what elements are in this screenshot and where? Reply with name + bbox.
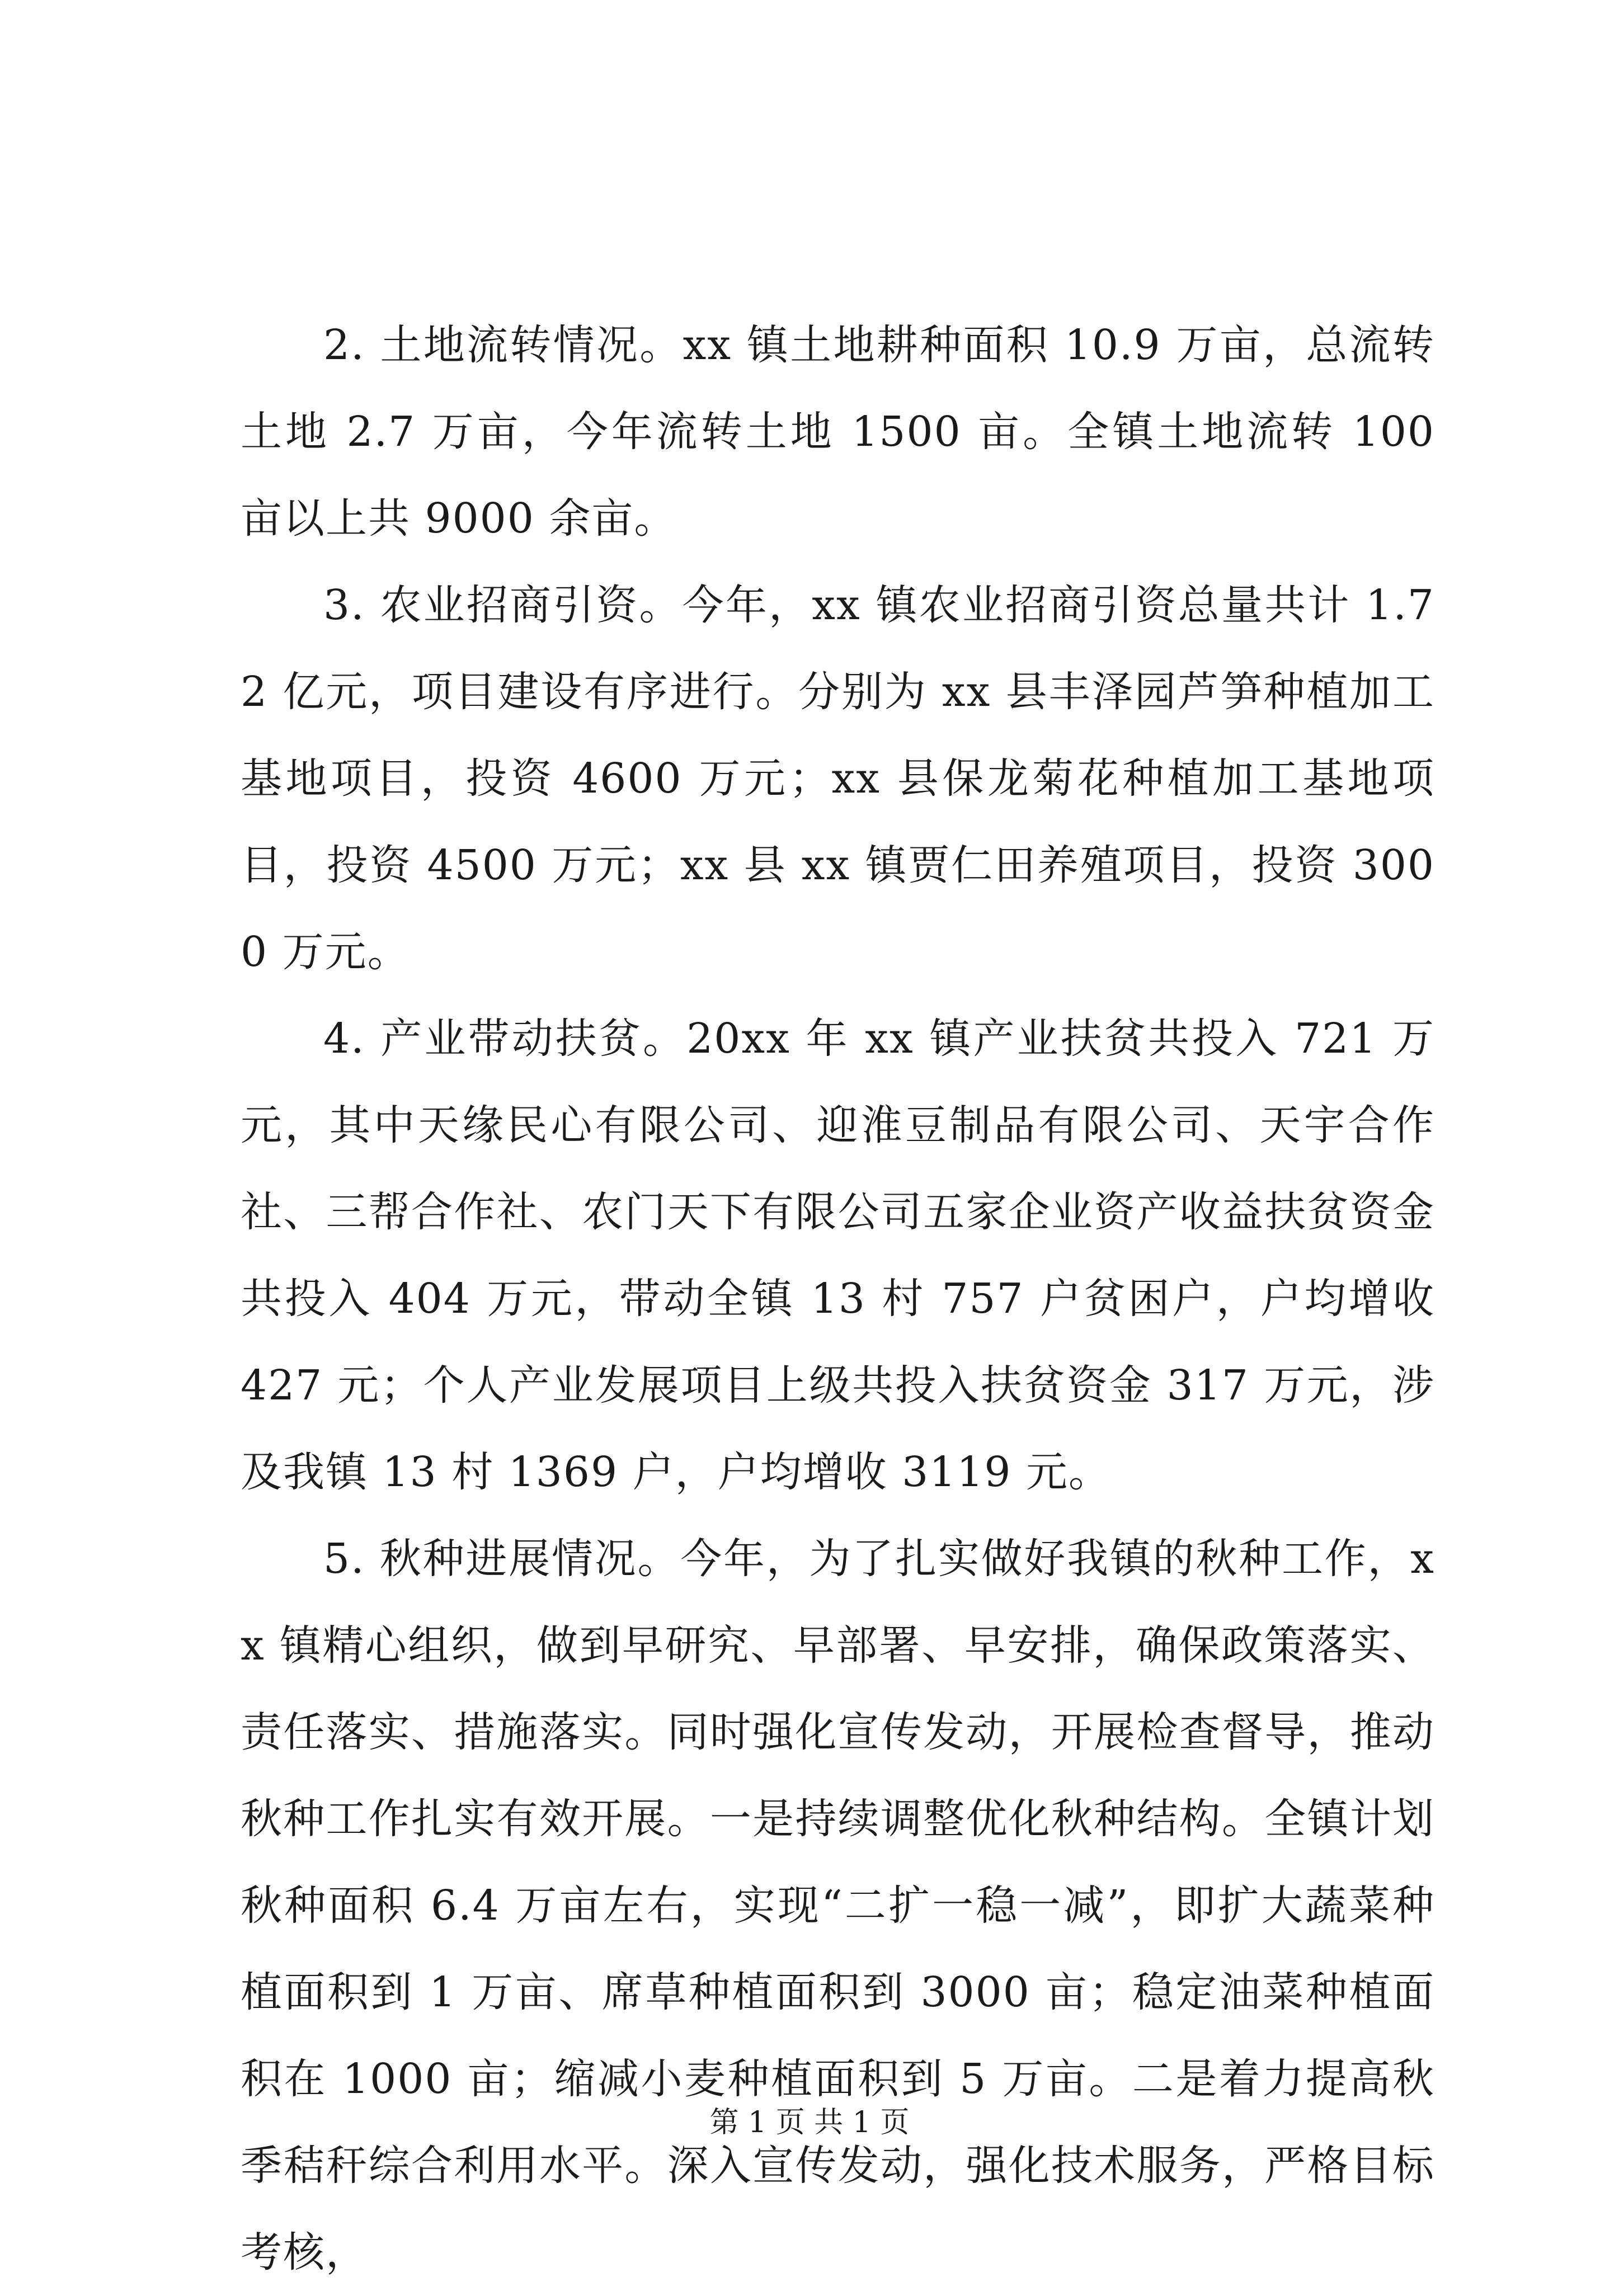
page-footer: 第 1 页 共 1 页: [709, 2106, 910, 2139]
paragraph-autumn-planting: 5. 秋种进展情况。今年，为了扎实做好我镇的秋种工作，xx 镇精心组织，做到早研究、早部署、早安排，确保政策落实、责任落实、措施落实。同时强化宣传发动，开展检查督导，推动秋种工作扎实有效开展。一是持续调整优化秋种结构。全镇计划秋种面积 6.4 万亩左右，实现“二扩一稳一减”，即扩大蔬菜种植面积到 1 万亩、席草种植面积到 3000 亩；稳定油菜种植面积在 1000 亩；缩减小麦种植面积到 5 万亩。二是着力提高秋季秸秆综合利用水平。深入宣传发动，强化技术服务，严格目标考核，: [241, 1535, 1435, 2276]
paragraph-investment: 3. 农业招商引资。今年，xx 镇农业招商引资总量共计 1.72 亿元，项目建设有序进行。分别为 xx 县丰泽园芦笋种植加工基地项目，投资 4600 万元；xx 县保龙菊花种植加工基地项目，投资 4500 万元；xx 县 xx 镇贾仁田养殖项目，投资 3000 万元。: [241, 581, 1435, 976]
paragraph-poverty-alleviation: 4. 产业带动扶贫。20xx 年 xx 镇产业扶贫共投入 721 万元，其中天缘民心有限公司、迎淮豆制品有限公司、天宇合作社、三帮合作社、农门天下有限公司五家企业资产收益扶贫资金共投入 404 万元，带动全镇 13 村 757 户贫困户，户均增收 427 元；个人产业发展项目上级共投入扶贫资金 317 万元，涉及我镇 13 村 1369 户，户均增收 3119 元。: [241, 1015, 1435, 1496]
paragraph-land-transfer: 2. 土地流转情况。xx 镇土地耕种面积 10.9 万亩，总流转土地 2.7 万亩，今年流转土地 1500 亩。全镇土地流转 100 亩以上共 9000 余亩。: [241, 321, 1435, 543]
document-body: [241, 0, 1435, 2296]
